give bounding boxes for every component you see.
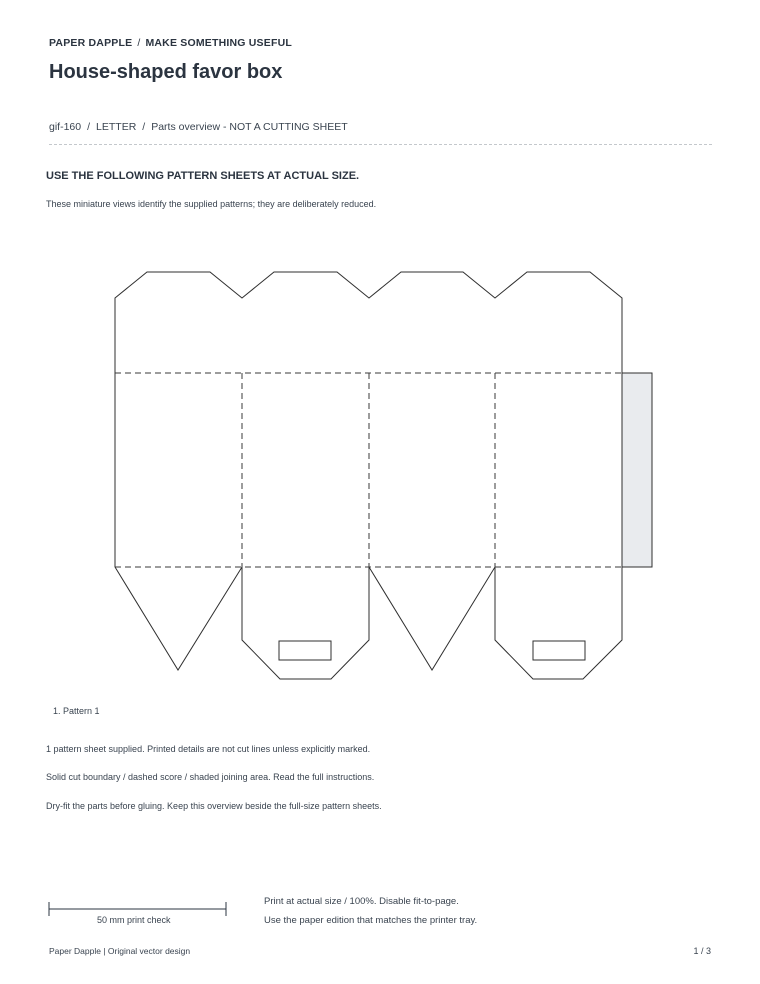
sheet-type: Parts overview - NOT A CUTTING SHEET [151, 121, 348, 133]
figure-caption: 1. Pattern 1 [53, 706, 100, 716]
note-legend: Solid cut boundary / dashed score / shaded joining area. Read the full instructions. [46, 772, 375, 782]
pattern-code: gif-160 [49, 121, 82, 133]
intro-text: These miniature views identify the supplied patterns; they are deliberately reduced. [46, 199, 377, 209]
section-heading: USE THE FOLLOWING PATTERN SHEETS AT ACTUAL SIZE. [46, 170, 360, 182]
paper-size: LETTER [96, 121, 137, 133]
page-title: House-shaped favor box [49, 61, 283, 83]
page-number: 1 / 3 [693, 946, 711, 956]
paper-instruction: Use the paper edition that matches the printer tray. [264, 915, 478, 926]
meta-separator: / [87, 121, 91, 133]
print-instruction: Print at actual size / 100%. Disable fit-to-page. [264, 896, 459, 907]
brand-tagline: MAKE SOMETHING USEFUL [145, 37, 292, 49]
footer-credit: Paper Dapple | Original vector design [49, 946, 191, 956]
brand-separator: / [137, 37, 141, 49]
note-sheets: 1 pattern sheet supplied. Printed details are not cut lines unless explicitly marked. [46, 744, 371, 754]
meta-separator: / [142, 121, 146, 133]
brand-name: PAPER DAPPLE [49, 37, 133, 49]
note-dry-fit: Dry-fit the parts before gluing. Keep this overview beside the full-size pattern sheets. [46, 801, 382, 811]
scale-bar-label: 50 mm print check [97, 915, 171, 925]
